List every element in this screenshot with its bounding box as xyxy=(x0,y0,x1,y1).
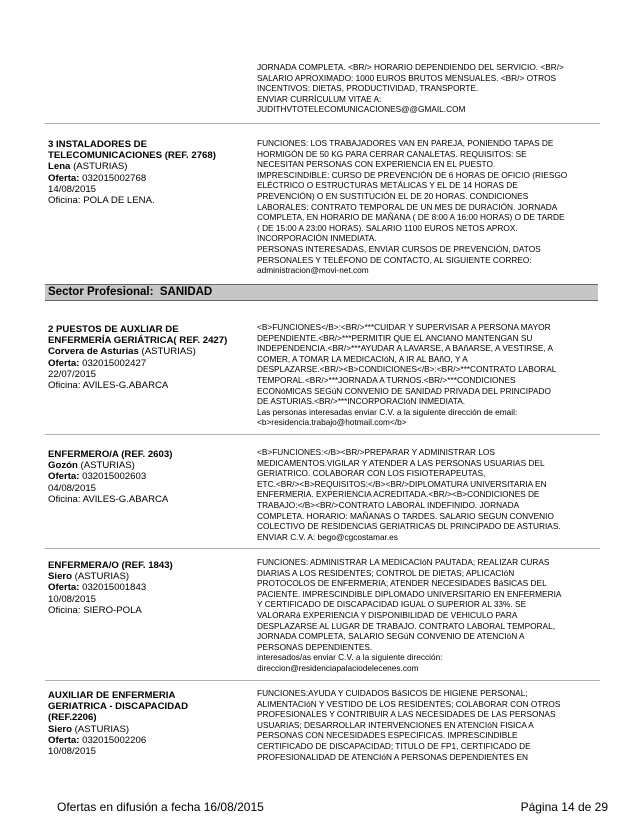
description-line: direccion@residenciapalaciodelecenes.com xyxy=(257,662,419,673)
description-line: COMPLETA, EN HORARIO DE MAÑANA ( DE 8:00 A 16:00 HORAS) O DE TARDE xyxy=(257,212,565,223)
offer-date: 10/08/2015 xyxy=(48,593,97,605)
location-name: Corvera de Asturias xyxy=(48,346,139,358)
offer-title: ENFERMERA/O (REF. 1843) xyxy=(48,560,173,571)
footer-date: Ofertas en difusión a fecha 16/08/2015 xyxy=(57,800,264,814)
offer-office: Oficina: AVILES-G.ABARCA xyxy=(48,380,169,392)
offer-number-value: 032015002603 xyxy=(82,471,147,483)
divider xyxy=(45,123,600,124)
offer-number-value: 032015002768 xyxy=(82,172,147,184)
sector-value: SANIDAD xyxy=(159,286,213,298)
location-name: Siero xyxy=(48,723,72,735)
description-line: DIARIAS A LOS RESIDENTES; CONTROL DE DIETAS; APLICACIóN xyxy=(257,567,515,578)
description-line: FUNCIONES: LOS TRABAJADORES VAN EN PAREJA, PONIENDO TAPAS DE xyxy=(257,138,554,148)
divider xyxy=(45,434,600,435)
description-line: PERSONALES Y TELÉFONO DE CONTACTO, AL SIGUIENTE CORREO: xyxy=(257,254,532,265)
offer-label: Oferta: xyxy=(48,471,80,483)
offer-office: Oficina: AVILES-G.ABARCA xyxy=(48,493,169,505)
description-line: PREVENCIÓN) O EN SUSTITUCIÓN EL DE 20 HORAS. CONDICIONES xyxy=(257,190,529,201)
offer-number xyxy=(48,358,248,369)
description-line: HORMIGÓN DE 50 KG PARA CERRAR CANALETAS. REQUISITOS: SE xyxy=(257,148,527,159)
description-line: DESPLAZARSE.<BR/><B>CONDICIONES</B>:<BR/>***CONTRATO LABORAL xyxy=(257,364,557,375)
offer-title: 2 PUESTOS DE AUXLIAR DE xyxy=(48,324,179,335)
offer-description-1843 xyxy=(257,557,592,674)
description-line: DESPLAZARSE AL LUGAR DE TRABAJO. CONTRATO LABORAL TEMPORAL, xyxy=(257,620,556,631)
offer-summary-2206 xyxy=(48,690,248,757)
divider xyxy=(45,680,600,681)
description-line: PROTOCOLOS DE ENFERMERIA; ATENDER NECESIDADES BáSICAS DEL xyxy=(257,578,547,589)
offer-location xyxy=(48,460,248,471)
description-line: INCORPORACIÓN INMEDIATA. xyxy=(257,233,377,244)
description-line: SALARIO APROXIMADO: 1000 EUROS BRUTOS MENSUALES. <BR/> OTROS xyxy=(257,72,557,83)
offer-title: (REF.2206) xyxy=(48,712,97,724)
description-line: MEDICAMENTOS.VIGILAR Y ATENDER A LAS PERSONAS USUARIAS DEL xyxy=(257,457,545,468)
offer-location xyxy=(48,724,248,735)
description-line: TEMPORAL.<BR/>***JORNADA A TURNOS.<BR/>***CONDICIONES xyxy=(257,374,516,385)
description-line: COLECTIVO DE RESIDENCIAS GERIATRICAS DL PRINCIPADO DE ASTURIAS. xyxy=(257,521,561,532)
offer-title: ENFERMERO/A (REF. 2603) xyxy=(48,449,173,460)
offer-number-value: 032015001843 xyxy=(82,582,147,594)
offer-number xyxy=(48,582,248,593)
description-line: interesados/as enviar C.V. a la siguiente dirección: xyxy=(257,652,443,663)
description-line: VALORARá EXPERIENCIA Y DISPONIBILIDAD DE VEHICULO PARA xyxy=(257,609,518,620)
description-line: COMER, A TOMAR LA MEDICACIóN, A IR AL BAñO, Y A xyxy=(257,353,468,364)
description-line: ENVIAR CURRÍCULUM VITAE A: xyxy=(257,93,382,104)
offer-description-2603 xyxy=(257,447,592,542)
description-line: PERSONAS DEPENDIENTES. xyxy=(257,641,373,652)
offer-number xyxy=(48,735,248,746)
description-line: <B>FUNCIONES:</B><BR/>PREPARAR Y ADMINISTRAR LOS xyxy=(257,447,495,457)
location-name: Siero xyxy=(48,571,72,583)
description-line: ALIMENTACIóN Y VESTIDO DE LOS RESIDENTES; COLABORAR CON OTROS xyxy=(257,698,561,709)
location-region: (ASTURIAS) xyxy=(138,346,196,358)
offer-title: GERIATRICA - DISCAPACIDAD xyxy=(48,701,188,713)
description-line: GERIATRICO. COLABORAR CON LOS FISIOTERAPEUTAS, xyxy=(257,468,486,479)
description-line: NECESITAN PERSONAS CON EXPERIENCIA EN EL PUESTO. xyxy=(257,159,496,170)
offer-date: 14/08/2015 xyxy=(48,183,97,195)
description-line: JORNADA COMPLETA, SALARIO SEGúN CONVENIO DE ATENCIóN A xyxy=(257,631,525,642)
description-line: PERSONAS INTERESADAS, ENVIAR CURSOS DE PREVENCIÓN, DATOS xyxy=(257,243,541,254)
offer-office: Oficina: POLA DE LENA. xyxy=(48,195,155,207)
description-line: ECONóMICAS SEGúN CONVENIO DE SANIDAD PRIVADA DEL PRINCIPADO xyxy=(257,385,551,396)
description-line: ELÉCTRICO O ESTRUCTURAS METÁLICAS Y EL DE 14 HORAS DE xyxy=(257,180,518,191)
offer-number xyxy=(48,173,248,184)
location-region: (ASTURIAS) xyxy=(72,571,130,583)
offer-label: Oferta: xyxy=(48,734,80,746)
offer-title: ENFERMERÍA GERIÁTRICA( REF. 2427) xyxy=(48,335,228,347)
divider xyxy=(45,548,600,549)
offer-label: Oferta: xyxy=(48,172,80,184)
description-line: ETC.<BR/><B>REQUISITOS:</B><BR/>DIPLOMATURA UNIVERSITARIA EN xyxy=(257,478,547,489)
offer-description-2768 xyxy=(257,138,592,276)
description-line: DE ASTURIAS.<BR/>***INCORPORACIóN INMEDIATA. xyxy=(257,396,466,407)
offer-summary-2427 xyxy=(48,324,248,391)
offer-title: AUXILIAR DE ENFERMERIA xyxy=(48,690,176,701)
description-line: INDEPENDENCIA.<BR/>***AYUDAR A LAVARSE, A BAñARSE, A VESTIRSE, A xyxy=(257,343,554,354)
description-line: DEPENDIENTE.<BR/>***PERMITIR QUE EL ANCIANO MANTENGAN SU xyxy=(257,332,533,343)
location-name: Gozón xyxy=(48,460,78,472)
offer-location xyxy=(48,346,248,357)
description-line: CERTIFICADO DE DISCAPACIDAD; TITULO DE FP1, CERTIFICADO DE xyxy=(257,740,531,751)
offer-number-value: 032015002427 xyxy=(82,357,147,369)
sector-label: Sector Profesional: xyxy=(48,286,154,298)
description-line: PACIENTE. IMPRESCINDIBLE DIPLOMADO UNIVERSITARIO EN ENFERMERIA xyxy=(257,588,562,599)
location-region: (ASTURIAS) xyxy=(77,460,135,472)
sector-title xyxy=(48,286,212,298)
offer-summary-2603 xyxy=(48,449,248,505)
offer-summary-1843 xyxy=(48,560,248,616)
description-line: USUARIAS; DESARROLLAR INTERVENCIONES EN ATENCIóN FISICA A xyxy=(257,719,534,730)
offer-date: 22/07/2015 xyxy=(48,368,97,380)
description-line: administracion@movi-net.com xyxy=(257,265,369,276)
description-line: Las personas interesadas enviar C.V. a la siguiente dirección de email: xyxy=(257,406,518,417)
offer-number-value: 032015002206 xyxy=(82,734,147,746)
description-line: TRABAJO:</B><BR/>CONTRATO LABORAL INDEFINIDO. JORNADA xyxy=(257,499,520,510)
offer-date: 04/08/2015 xyxy=(48,482,97,494)
offer-label: Oferta: xyxy=(48,357,80,369)
offer-description-2427 xyxy=(257,322,592,428)
offer-date: 10/08/2015 xyxy=(48,746,97,758)
offer-title: 3 INSTALADORES DE xyxy=(48,139,147,150)
description-line: <B>FUNCIONES</B>:<BR/>***CUIDAR Y SUPERVISAR A PERSONA MAYOR xyxy=(257,322,551,332)
offer-description-2206 xyxy=(257,688,592,762)
description-line: LABORALES: CONTRATO TEMPORAL DE UN MES DE DURACIÓN. JORNADA xyxy=(257,201,558,212)
description-line: COMPLETA. HORARIO: MAÑANAS O TARDES. SALARIO SEGUN CONVENIO xyxy=(257,510,554,521)
offer-location xyxy=(48,571,248,582)
description-line: ENFERMERIA. EXPERIENCIA ACREDITADA.<BR/><B>CONDICIONES DE xyxy=(257,489,540,500)
description-line: PERSONAS CON NECESIDADES ESPECIFICAS. IMPRESCINDIBLE xyxy=(257,730,518,741)
sector-header xyxy=(45,284,598,301)
offer-location xyxy=(48,161,248,172)
description-line: PROFESIONALES Y CONTRIBUIR A LAS NECESIDADES DE LAS PERSONAS xyxy=(257,709,556,720)
description-line: PROFESIONALIDAD DE ATENCIóN A PERSONAS DEPENDIENTES EN xyxy=(257,751,528,762)
description-line: JUDITHVTOTELECOMUNICACIONES@@GMAIL.COM xyxy=(257,104,466,115)
description-line: INCENTIVOS: DIETAS, PRODUCTIVIDAD, TRANSPORTE. xyxy=(257,83,479,94)
description-line: <b>residencia.trabajo@hotmail.com</b> xyxy=(257,417,407,428)
description-line: FUNCIONES:AYUDA Y CUIDADOS BáSICOS DE HIGIENE PERSONAL; xyxy=(257,688,528,698)
offer-summary-2768 xyxy=(48,139,248,206)
description-line: IMPRESCINDIBLE: CURSO DE PREVENCIÓN DE 6 HORAS DE OFICIO (RIESGO xyxy=(257,169,568,180)
location-name: Lena xyxy=(48,161,71,173)
offer-office: Oficina: SIERO-POLA xyxy=(48,604,142,616)
offer-title: TELECOMUNICACIONES (REF. 2768) xyxy=(48,150,216,162)
location-region: (ASTURIAS) xyxy=(72,723,130,735)
top-description xyxy=(257,62,592,115)
description-line: JORNADA COMPLETA. <BR/> HORARIO DEPENDIENDO DEL SERVICIO. <BR/> xyxy=(257,62,564,72)
offer-number xyxy=(48,471,248,482)
offer-label: Oferta: xyxy=(48,582,80,594)
description-line: ENVIAR C.V. A: bego@cgcostamar.es xyxy=(257,531,398,542)
description-line: FUNCIONES: ADMINISTRAR LA MEDICACIóN PAUTADA; REALIZAR CURAS xyxy=(257,557,550,567)
description-line: Y CERTIFICADO DE DISCAPACIDAD IGUAL O SUPERIOR AL 33%. SE xyxy=(257,599,527,610)
footer-page-number: Página 14 de 29 xyxy=(520,800,608,814)
location-region: (ASTURIAS) xyxy=(70,161,128,173)
description-line: ( DE 15:00 A 23:00 HORAS). SALARIO 1100 EUROS NETOS APROX. xyxy=(257,222,518,233)
